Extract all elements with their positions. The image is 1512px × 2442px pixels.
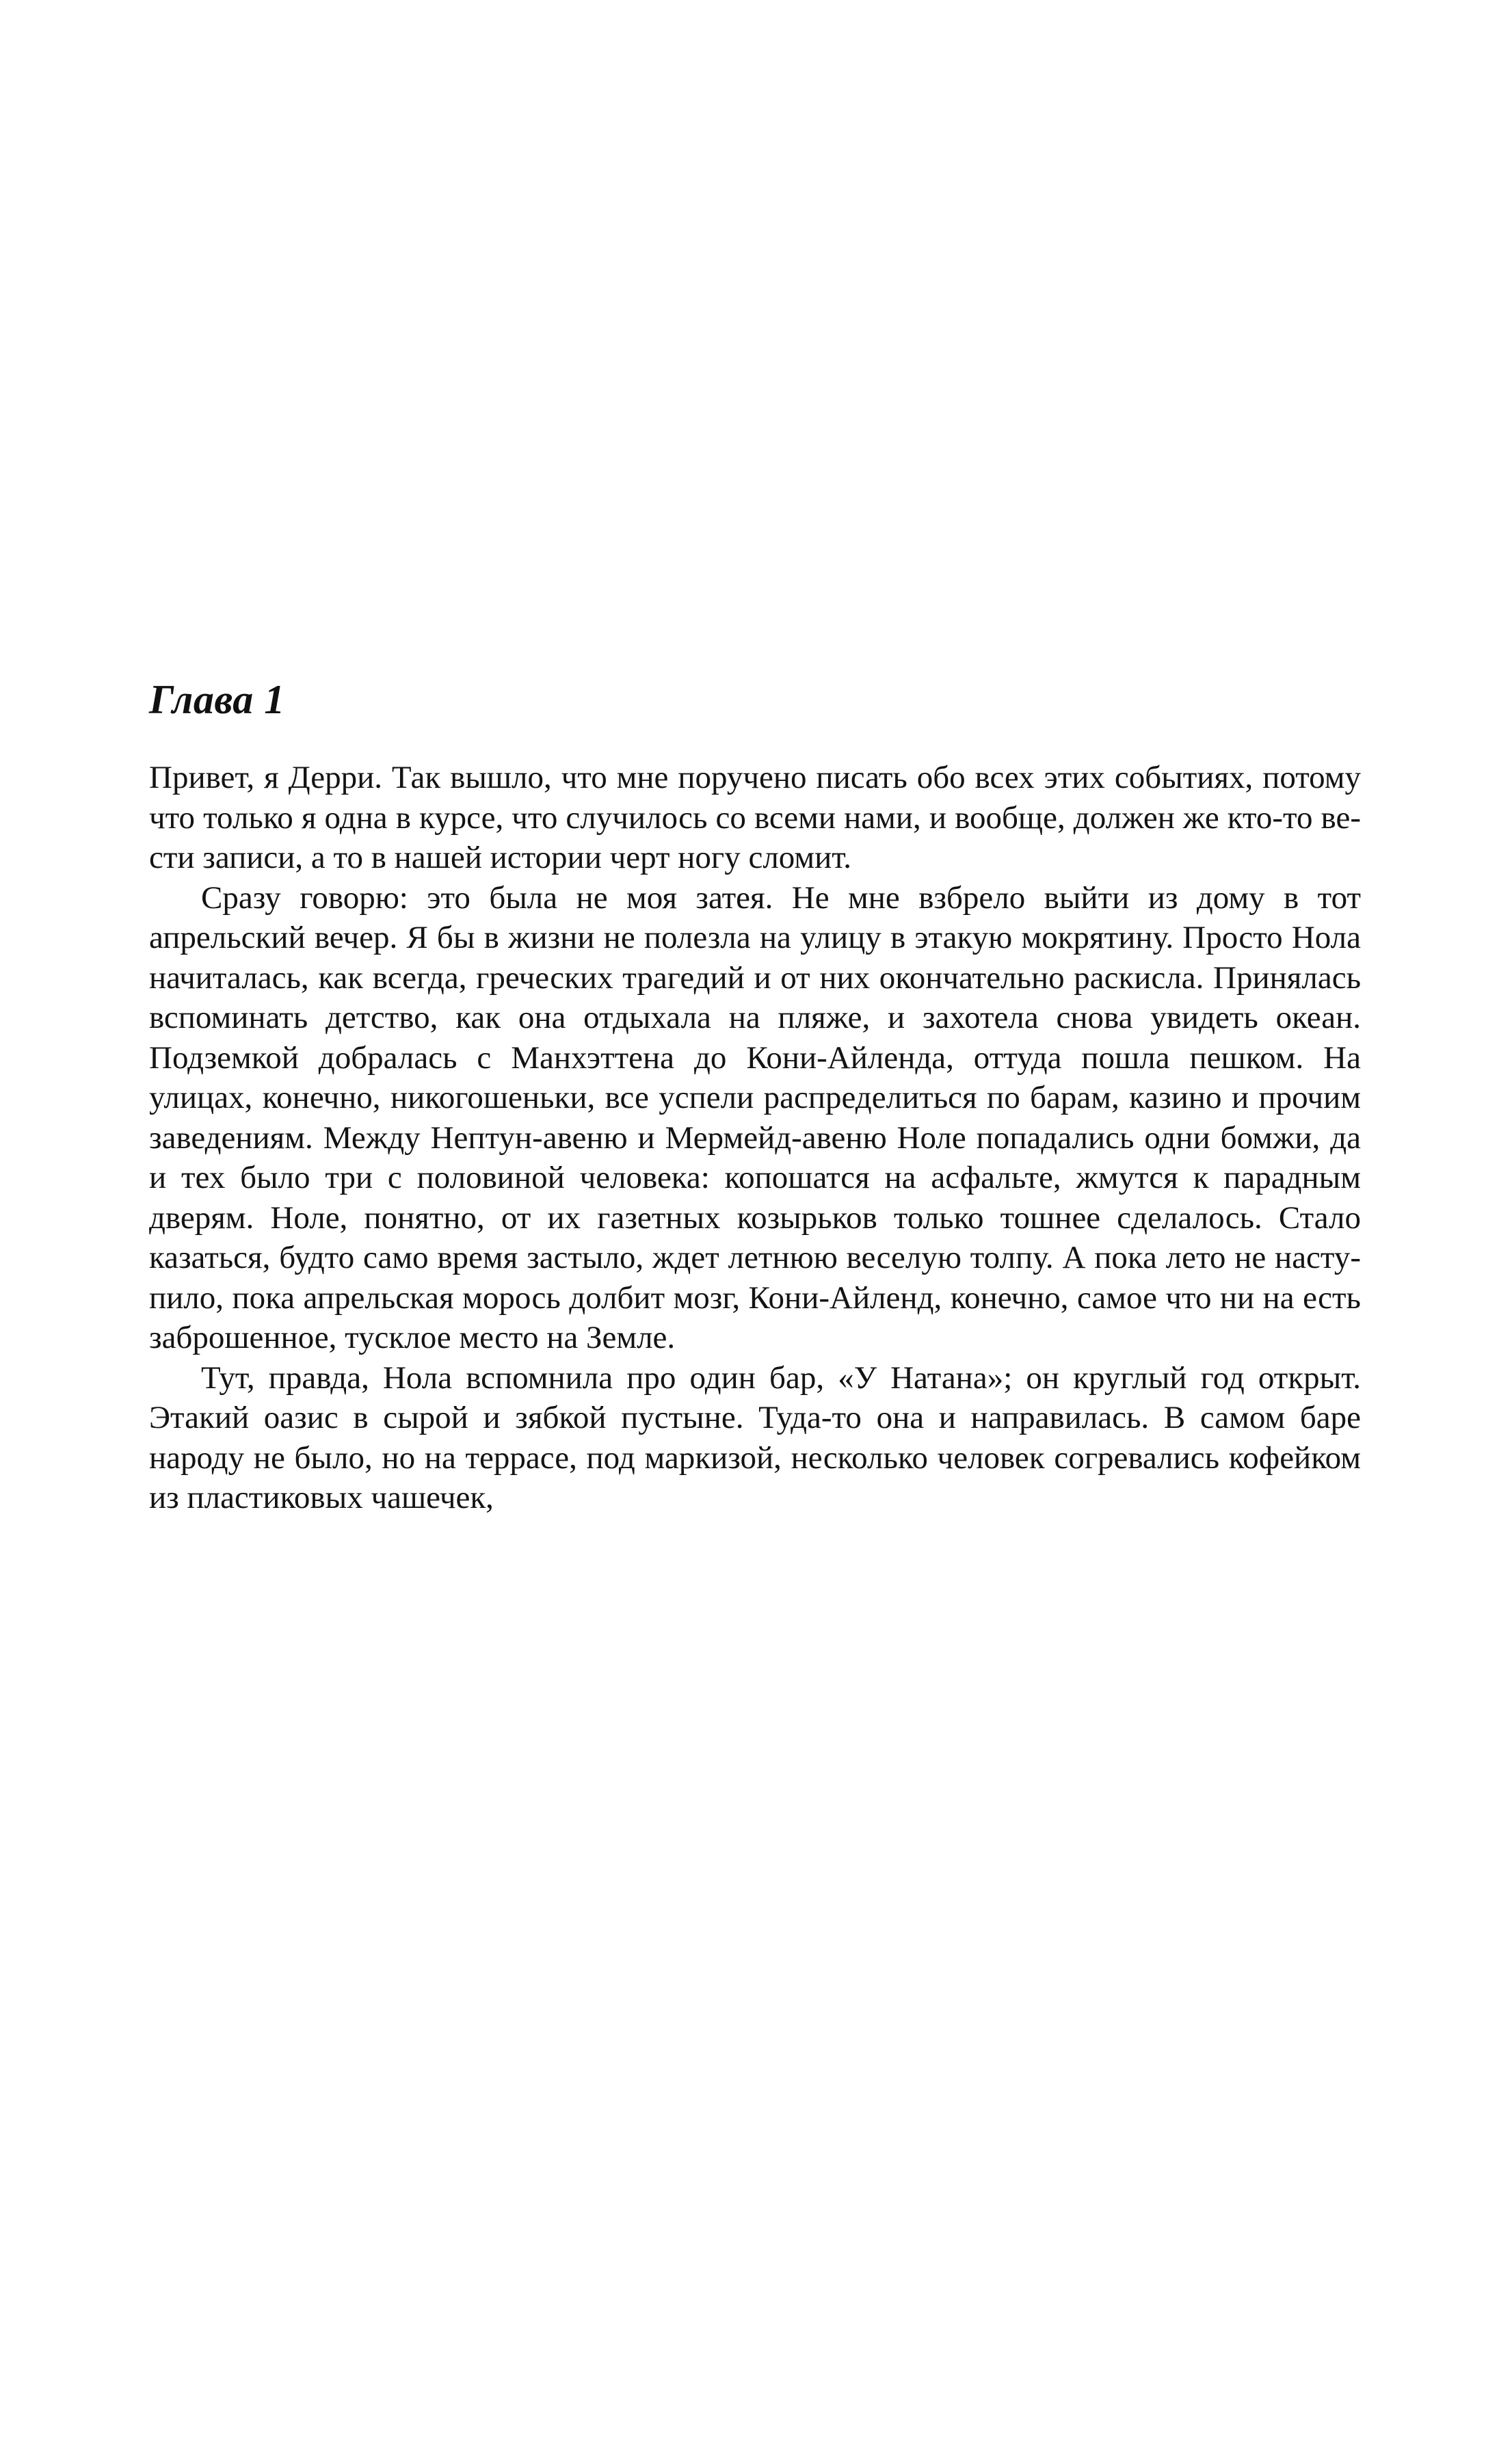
body-paragraph: Привет, я Дерри. Так вышло, что мне поручено писать обо всех этих событиях, потому что только я одна в курсе, что случилось со всеми нами, и вообще, должен же кто-то вести записи, а то в нашей истории черт ногу сломит. bbox=[149, 760, 1361, 875]
body-paragraph: Сразу говорю: это была не моя затея. Не мне взбрело выйти из дому в тот апрельский вечер. Я бы в жизни не полезла на улицу в этакую мокрятину. Просто Нола начиталась, как всегда, греческих трагедий и от них окончательно раскисла. Принялась вспоминать детство, как она отдыхала на пляже, и захотела снова увидеть океан. Подземкой добралась с Манхэттена до Кони-Айленда, оттуда пошла пешком. На улицах, конечно, никогошеньки, все успели распределиться по барам, казино и прочим заведениям. Между Нептун-авеню и Мермейд-авеню Ноле попадались одни бомжи, да и тех было три с половиной человека: копошатся на асфальте, жмутся к парадным дверям. Ноле, понятно, от их газетных козырьков только тошнее сделалось. Стало казаться, будто само время застыло, ждет летнюю веселую толпу. А пока лето не наступило, пока апрельская морось долбит мозг, Кони-Айленд, конечно, самое что ни на есть заброшенное, тусклое место на Земле. bbox=[149, 879, 1361, 1355]
body-paragraph: Тут, правда, Нола вспомнила про один бар, «У Натана»; он круглый год открыт. Этакий оазис в сырой и зябкой пустыне. Туда-то она и направилась. В самом баре народу не было, но на террасе, под маркизой, несколько человек согревались кофейком из пластиковых чашечек, bbox=[149, 1359, 1361, 1515]
chapter-title: Глава 1 bbox=[149, 677, 285, 722]
page-text-block bbox=[149, 677, 1361, 1518]
